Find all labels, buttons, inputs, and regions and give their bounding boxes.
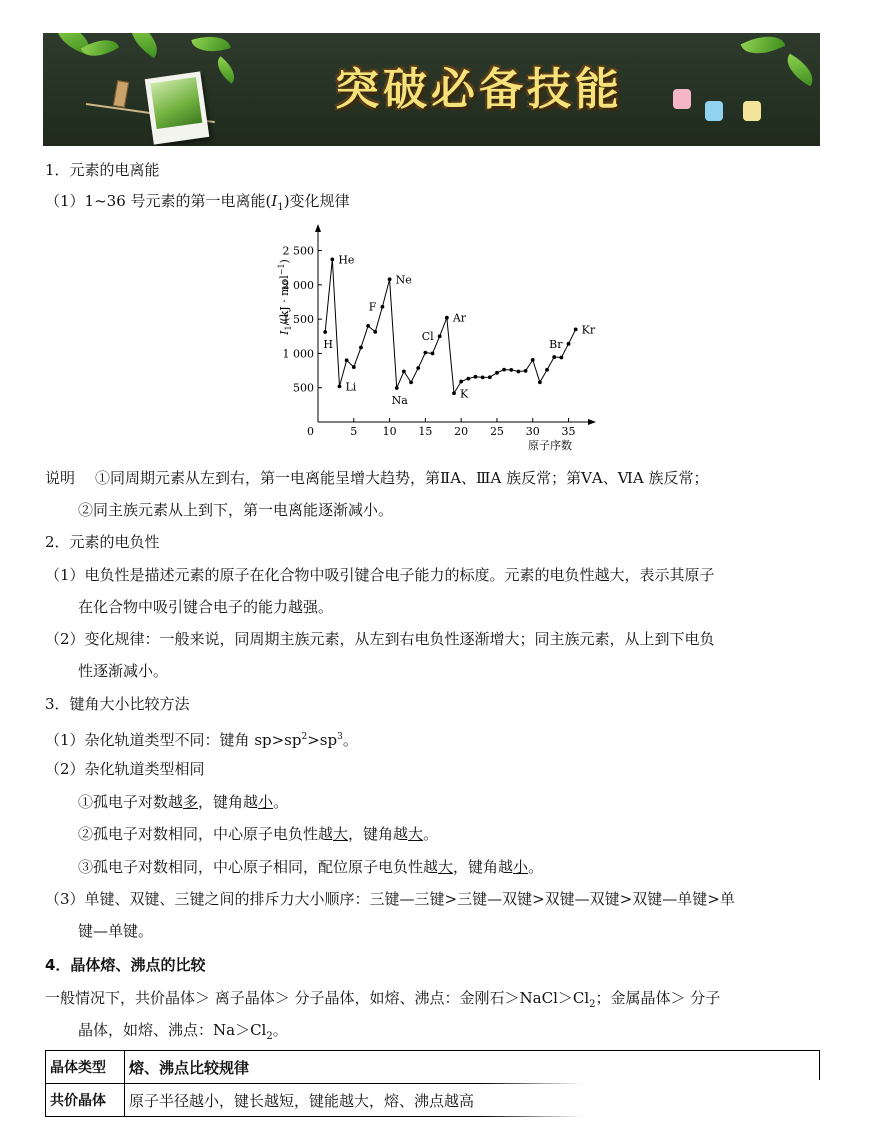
photo-icon [145,71,210,144]
element-label: H [323,338,333,352]
data-point [545,368,549,372]
section-3-heading: 3．键角大小比较方法 [45,695,190,713]
y-tick-label: 2 500 [282,244,314,258]
element-label: Na [391,393,408,407]
data-point [330,257,334,261]
leaf-icon [191,33,230,57]
data-point [338,384,342,388]
data-point [531,358,535,362]
data-point [395,386,399,390]
origin-label: 0 [307,425,314,438]
y-tick-label: 1 500 [282,313,314,327]
section-2-p2b: 性逐渐减小。 [78,662,169,680]
data-point [538,380,542,384]
data-point [431,352,435,356]
ylabel-sub: 1 [284,325,293,331]
ylabel-close: ) [278,259,291,264]
data-point [517,370,521,374]
x-tick-label: 10 [382,425,397,438]
note-line-2: ②同主族元素从上到下，第一电离能逐渐减小。 [78,501,394,519]
x-tick-label: 5 [350,425,358,438]
element-label: Ne [395,273,412,287]
data-point [466,377,470,381]
data-point [574,327,578,331]
element-label: Br [549,337,563,351]
section-3-p1: （1）杂化轨道类型不同：键角 $sp>sp^2>sp^3$。 [45,731,358,749]
x-tick-label: 25 [489,425,504,438]
leaf-icon [123,33,166,58]
data-point [323,330,327,334]
data-point [481,375,485,379]
ylabel-symbol: I [278,330,291,335]
leaf-icon [781,54,819,87]
x-tick-label: 15 [418,425,433,438]
section-3-rule-1: ①孤电子对数越多，键角越小。 [78,793,289,811]
section-3-rule-2: ②孤电子对数相同，中心原子电负性越大，键角越大。 [78,825,439,843]
y-tick-label: 1 000 [282,347,314,361]
section-4-p1b: 晶体，如熔、沸点：$Na>Cl_2$。 [78,1021,288,1042]
leaf-icon [81,33,119,64]
ylabel-sup: −1 [277,263,286,276]
section-2-heading: 2．元素的电负性 [45,533,160,551]
section-1-item-1: （1）1~36 号元素的第一电离能$(I_1)$变化规律 [45,192,350,213]
section-4-p1a: 一般情况下，共价晶体＞ 离子晶体＞ 分子晶体，如熔、沸点：金刚石$>NaCl>Cl_2$；金属晶体＞ 分子 [45,989,721,1010]
data-point [524,369,528,373]
data-point [488,375,492,379]
section-3-p3a: （3）单键、双键、三键之间的排斥力大小顺序：三键—三键>三键—双键>双键—双键>双键—单键>单 [45,890,735,908]
data-point [509,368,513,372]
data-point [423,351,427,355]
y-tick-label: 500 [293,381,314,395]
table-cell: 原子半径越小，键长越短，键能越大，熔、沸点越高 [125,1084,820,1117]
element-label: K [460,387,469,401]
element-label: Ar [452,311,467,325]
data-point [495,371,499,375]
x-axis-label: 原子序数 [528,439,572,452]
y-axis-label [277,259,293,336]
ylabel-unit: /(kJ · mol [278,275,291,326]
header-banner [43,33,820,146]
leaf-icon [212,56,241,83]
data-point [559,356,563,360]
data-point [552,355,556,359]
ionization-energy-chart [270,222,600,462]
table-header-cell: 熔、沸点比较规律 [125,1051,820,1084]
table-cell: 共价晶体 [46,1084,125,1117]
section-2-p2a: （2）变化规律：一般来说，同周期主族元素，从左到右电负性逐渐增大；同主族元素，从上到下电负 [45,630,715,648]
element-label: Li [345,380,357,394]
data-point [366,324,370,328]
x-tick-label: 20 [454,425,469,438]
data-point [359,346,363,350]
x-tick-label: 35 [561,425,576,438]
section-2-p1a: （1）电负性是描述元素的原子在化合物中吸引键合电子能力的标度。元素的电负性越大，表示其原子 [45,566,715,584]
element-label: Kr [581,323,596,337]
data-point [381,305,385,309]
element-label: F [368,300,377,314]
data-point [438,334,442,338]
section-1-heading: 1．元素的电离能 [45,161,160,179]
data-point [388,277,392,281]
data-point [474,375,478,379]
element-label: Cl [421,330,434,344]
data-point [567,342,571,346]
section-2-p1b: 在化合物中吸引键合电子的能力越强。 [78,598,334,616]
data-point [459,380,463,384]
data-point [452,391,456,395]
note-label: 说明 [45,469,76,487]
x-axis-arrow [588,419,596,425]
series-points [323,257,577,395]
section-4-heading: 4．晶体熔、沸点的比较 [45,956,206,974]
yellow-block-icon [743,101,761,121]
data-point [402,369,406,373]
bottom-fade [480,1080,820,1120]
series-line [325,259,576,393]
data-point [502,368,506,372]
section-3-p2: （2）杂化轨道类型相同 [45,760,205,778]
clothespin-icon [113,80,129,108]
data-point [345,358,349,362]
y-tick-label: 2 000 [282,278,314,292]
data-point [445,316,449,320]
pink-block-icon [673,89,691,109]
data-point [352,365,356,369]
table-header-row [46,1051,820,1084]
data-point [416,366,420,370]
leaf-icon [741,33,786,63]
data-point [373,330,377,334]
data-point [409,380,413,384]
x-tick-label: 30 [525,425,540,438]
section-3-rule-3: ③孤电子对数相同，中心原子相同，配位原子电负性越大，键角越小。 [78,858,544,876]
element-label: He [338,253,355,267]
y-axis-arrow [315,224,321,232]
table-header-cell: 晶体类型 [46,1051,125,1084]
blue-block-icon [705,101,723,121]
banner-title: 突破必备技能 [335,64,623,115]
section-3-p3b: 键—单键。 [78,922,154,940]
note-line-1: ①同周期元素从左到右，第一电离能呈增大趋势，第ⅡA、ⅢA 族反常；第ⅤA、ⅥA 族反常； [95,469,709,487]
